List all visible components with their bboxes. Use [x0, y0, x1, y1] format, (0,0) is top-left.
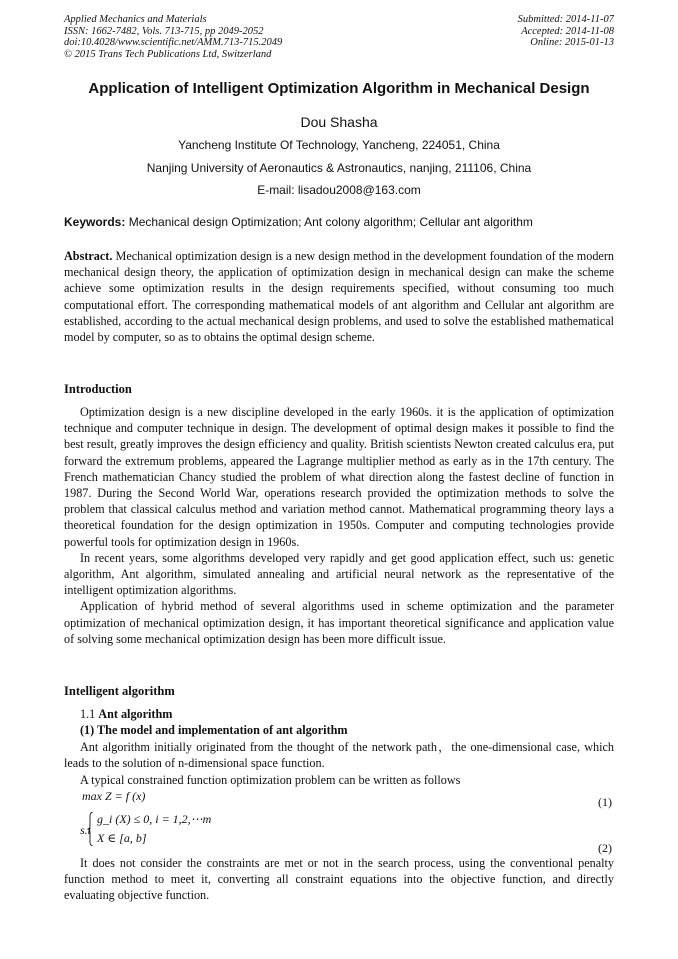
copyright-line: © 2015 Trans Tech Publications Ltd, Switzerland — [64, 48, 272, 60]
intelligent-heading: Intelligent algorithm — [64, 684, 175, 698]
equation-2-domain: X ∈ [a, b] — [97, 831, 147, 845]
st-label: s.t — [80, 823, 92, 837]
journal-name: Applied Mechanics and Materials — [64, 14, 207, 25]
issn-line: ISSN: 1662-7482, Vols. 713-715, pp 2049-2052 — [64, 25, 264, 37]
intro-paragraph-2: In recent years, some algorithms developed very rapidly and get good application effect, such us: genetic algorithm, Ant algorithm, simulated annealing and artificial neural network as the representative of the intelligent optimization algorithms. — [64, 550, 614, 598]
equation-2-constraint: g_i (X) ≤ 0, i = 1,2,⋯m — [97, 812, 212, 826]
ant-paragraph-2: A typical constrained function optimization problem can be written as follows — [80, 773, 461, 787]
keywords-text: Mechanical design Optimization; Ant colony algorithm; Cellular ant algorithm — [128, 215, 533, 229]
online-date: Online: 2015-01-13 — [530, 37, 614, 48]
affiliation-2: Nanjing University of Aeronautics & Astronautics, nanjing, 211106, China — [146, 161, 532, 175]
abstract-label: Abstract. — [64, 249, 113, 263]
keywords — [64, 215, 616, 229]
abstract-text: Mechanical optimization design is a new design method in the development foundation of the modern mechanical design theory, the application of optimization design in mechanical design can make the scheme achieve some optimization results in the design requirements specified, without consuming too much computational effort. The corresponding mathematical models of ant algorithm and Cellular ant algorithm are established, according to the actual mechanical design problems, and used to solve the established mathematical model by computer, so as to obtains the optimal design scheme. — [64, 249, 614, 345]
subsubsection-title: (1) The model and implementation of ant algorithm — [80, 723, 348, 737]
equation-1-number: (1) — [598, 795, 612, 809]
subsection-title: Ant algorithm — [98, 707, 173, 721]
intro-paragraph-1: Optimization design is a new discipline developed in the early 1960s. it is the application of optimization technique and computer technique in design. The development of optimal design makes it possible to find the best result, greatly improves the design efficiency and quality. British scientists Newton created calculus era, put forward the extremum problems, appeared the Lagrange multiplier method as early as in the 17th century. The French mathematician Chancy studied the problem of what direction along the fastest decline of function in 1987. During the Second World War, operations research provided the optimization methods to solve the problem that classical calculus method and variation method cannot. Mathematical programming theory lays a theoretical foundation for the design optimization in 1950s. Computer and computing technologies provide powerful tools for optimization design in 1960s. — [64, 405, 614, 549]
doi-line: doi:10.4028/www.scientific.net/AMM.713-715.2049 — [64, 37, 283, 48]
abstract — [64, 248, 614, 345]
ant-paragraph-1: Ant algorithm initially originated from the thought of the network path，the one-dimensional case, which leads to the solution of n-dimensional space function. — [64, 740, 614, 771]
subsection-number: 1.1 — [80, 707, 96, 721]
equation-1: max Z = f (x) — [82, 789, 146, 803]
introduction-heading: Introduction — [64, 382, 132, 396]
submitted-date: Submitted: 2014-11-07 — [517, 14, 614, 25]
accepted-date: Accepted: 2014-11-08 — [521, 25, 614, 37]
introduction-body — [64, 404, 614, 647]
keywords-label: Keywords: — [64, 215, 126, 229]
author-email: E-mail: lisadou2008@163.com — [257, 183, 421, 197]
intro-paragraph-3: Application of hybrid method of several algorithms used in scheme optimization and the parameter optimization of mechanical optimization design, it has important theoretical significance and application value of solving some mechanical optimization design has been more difficult issue. — [64, 599, 614, 646]
author-name: Dou Shasha — [300, 114, 378, 130]
ant-paragraph-3: It does not consider the constraints are met or not in the search process, using the conventional penalty function method to meet it, converting all constraint equations into the objective function, and directly evaluating objective function. — [64, 856, 614, 903]
equation-2-number: (2) — [598, 841, 612, 855]
journal-meta — [64, 14, 282, 60]
affiliation-1: Yancheng Institute Of Technology, Yancheng, 224051, China — [178, 138, 500, 152]
brace-icon — [87, 812, 93, 846]
subsection-ant-algorithm — [80, 707, 172, 722]
submission-dates — [518, 14, 614, 49]
paper-title: Application of Intelligent Optimization Algorithm in Mechanical Design — [88, 80, 590, 97]
